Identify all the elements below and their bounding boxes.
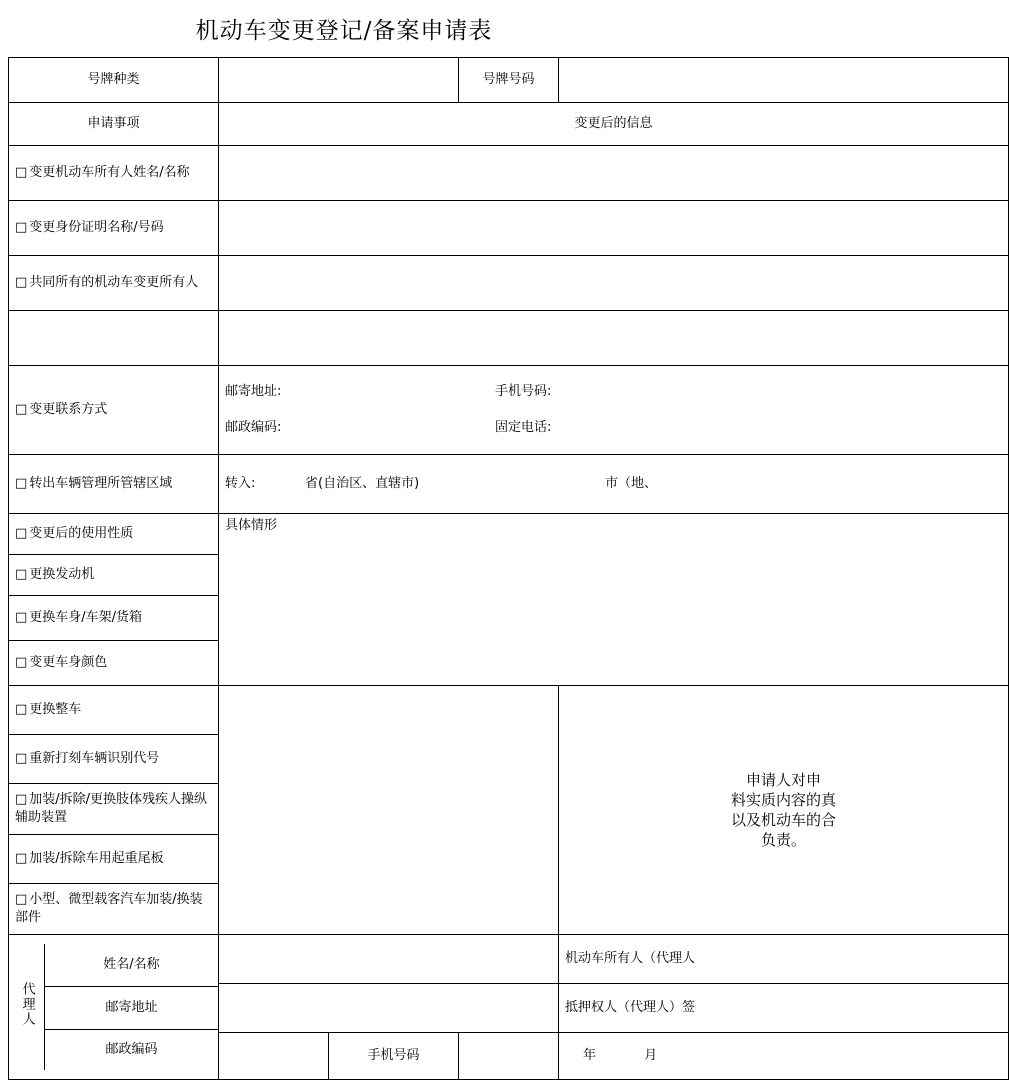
agent-label-text: 代理人 (19, 981, 35, 1027)
checkbox-replace-whole-vehicle[interactable]: □ 更换整车 (9, 686, 219, 735)
table-row (9, 103, 1009, 146)
checkbox-change-body-color[interactable]: □ 变更车身颜色 (9, 641, 219, 686)
agent-name-label: 姓名/名称 (45, 944, 218, 987)
table-row (9, 58, 1009, 103)
checkbox-change-id[interactable]: □ 变更身份证明名称/号码 (9, 201, 219, 256)
checkbox-transfer-out-area[interactable]: □ 转出车辆管理所管辖区域 (9, 455, 219, 514)
blank-label-cell (9, 311, 219, 366)
agent-postcode-value[interactable] (219, 1033, 329, 1080)
application-item-label: 申请事项 (9, 103, 219, 146)
checkbox-small-bus-parts[interactable]: □ 小型、微型载客汽车加装/换装部件 (9, 884, 219, 935)
mortgagee-signature-label: 抵押权人（代理人）签 (559, 984, 1009, 1033)
table-row (9, 455, 1009, 514)
plate-type-label: 号牌种类 (9, 58, 219, 103)
transfer-fields[interactable] (219, 455, 1009, 514)
table-row (9, 256, 1009, 311)
table-row (9, 514, 1009, 555)
usage-detail-cell-lower[interactable] (219, 686, 559, 935)
plate-number-value[interactable] (559, 58, 1009, 103)
mobile-label: 手机号码: (495, 384, 552, 400)
checkbox-change-contact[interactable]: □ 变更联系方式 (9, 366, 219, 455)
usage-detail-label: 具体情形 (225, 518, 278, 533)
checkbox-restamp-vin[interactable]: □ 重新打刻车辆识别代号 (9, 735, 219, 784)
agent-vertical-label-cell (9, 935, 219, 1080)
table-row (9, 686, 1009, 735)
transfer-in-label: 转入: (225, 476, 256, 492)
usage-detail-cell[interactable] (219, 514, 1009, 686)
blank-value-cell[interactable] (219, 311, 1009, 366)
agent-mobile-value[interactable] (459, 1033, 559, 1080)
checkbox-replace-engine[interactable]: □ 更换发动机 (9, 555, 219, 596)
agent-mail-value[interactable] (219, 984, 559, 1033)
table-row (9, 935, 1009, 984)
declaration-note (559, 686, 1009, 935)
postcode-label: 邮政编码: (225, 420, 282, 435)
checkbox-usage-nature[interactable]: □ 变更后的使用性质 (9, 514, 219, 555)
checkbox-disability-aux-device[interactable]: □ 加装/拆除/更换肢体残疾人操纵辅助装置 (9, 784, 219, 835)
agent-mobile-label: 手机号码 (329, 1033, 459, 1080)
contact-fields[interactable] (219, 366, 1009, 455)
checkbox-change-owner-name[interactable]: □ 变更机动车所有人姓名/名称 (9, 146, 219, 201)
table-row (9, 366, 1009, 455)
plate-number-label: 号牌号码 (459, 58, 559, 103)
table-row (9, 146, 1009, 201)
change-owner-name-value[interactable] (219, 146, 1009, 201)
city-label: 市（地、 (605, 476, 658, 492)
page-title: 机动车变更登记/备案申请表 (195, 18, 493, 44)
agent-name-value[interactable] (219, 935, 559, 984)
plate-type-value[interactable] (219, 58, 459, 103)
table-row (9, 201, 1009, 256)
checkbox-replace-body-frame-box[interactable]: □ 更换车身/车架/货箱 (9, 596, 219, 641)
agent-postcode-label: 邮政编码 (105, 1042, 158, 1057)
mail-address-label: 邮寄地址: (225, 384, 282, 400)
co-owner-change-value[interactable] (219, 256, 1009, 311)
checkbox-tail-lift[interactable]: □ 加装/拆除车用起重尾板 (9, 835, 219, 884)
owner-signature-label: 机动车所有人（代理人 (559, 935, 1009, 984)
change-id-value[interactable] (219, 201, 1009, 256)
agent-vertical-label (9, 944, 45, 1070)
checkbox-co-owner-change[interactable]: □ 共同所有的机动车变更所有人 (9, 256, 219, 311)
table-row (9, 311, 1009, 366)
province-label: 省(自治区、直辖市) (305, 476, 420, 492)
changed-info-label: 变更后的信息 (219, 103, 1009, 146)
agent-fields-spacer (45, 944, 219, 1070)
declaration-text: 申请人对申 料实质内容的真 以及机动车的合 负责。 (731, 770, 837, 850)
date-label-text: 年 月 (583, 1048, 680, 1064)
date-label (559, 1033, 1009, 1080)
landline-label: 固定电话: (495, 420, 552, 435)
vehicle-change-registration-form (8, 57, 1009, 1080)
agent-mail-label: 邮寄地址 (45, 987, 218, 1030)
